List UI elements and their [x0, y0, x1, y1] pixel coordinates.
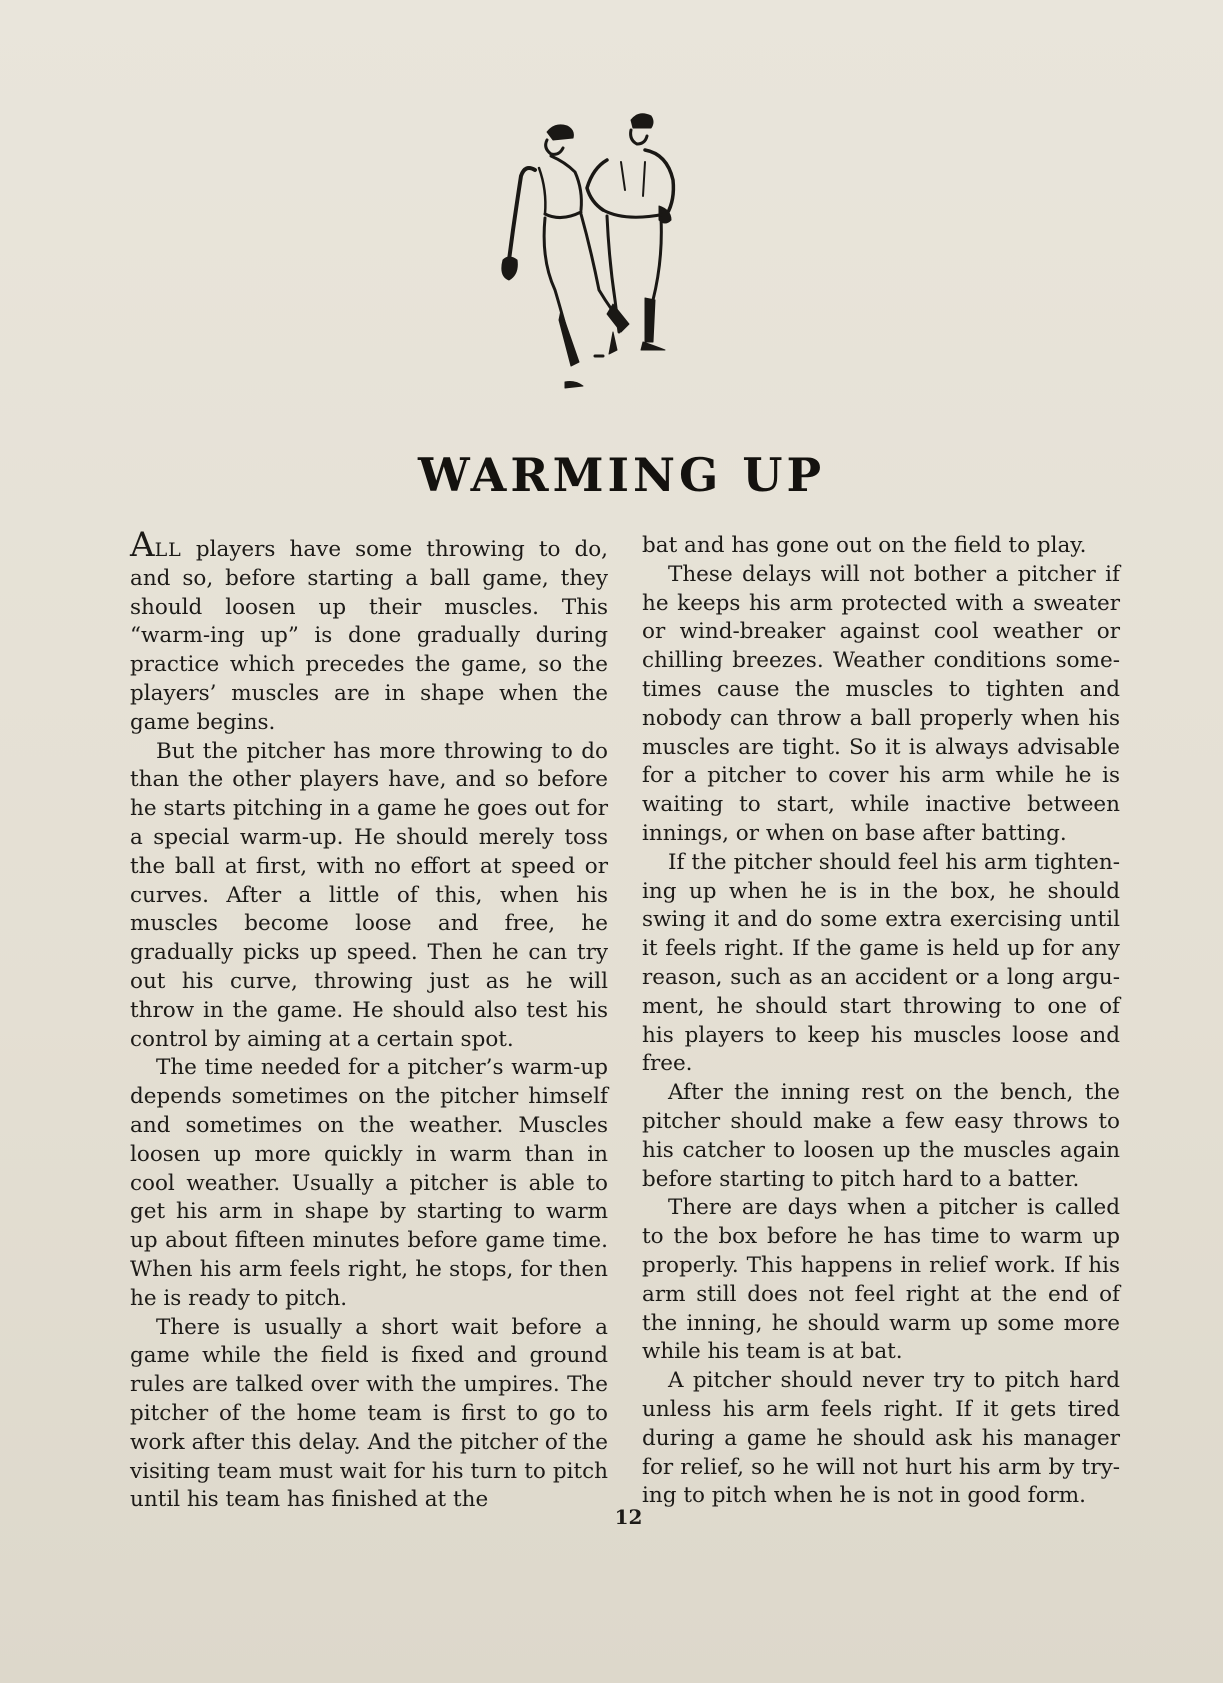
paragraph	[130, 525, 608, 738]
small-caps-lead: LL	[154, 539, 182, 561]
paragraph: After the inning rest on the bench, the pitcher should make a few easy throws to his catcher to loosen up the muscles again before starting to pitch hard to a batter.	[642, 1080, 1120, 1192]
page-title: WARMING UP	[417, 448, 826, 502]
left-column	[130, 525, 608, 1515]
baseball-players-illustration	[495, 110, 735, 410]
paragraph: The time needed for a pitcher’s warm-up depends sometimes on the pitcher himself and sometimes on the weather. Muscles loosen up more quickly in warm than in cool weather. Usually a pitcher is able to get his arm in shape by starting to warm up about fifteen minutes before game time. When his arm feels right, he stops, for then he is ready to pitch.	[130, 1055, 608, 1311]
paragraph-text: players have some throwing to do, and so, before starting a ball game, they should loosen up their muscles. This “warm-ing up” is done gradually during practice which precedes the game, so the players’ muscles are in shape when the game begins.	[130, 537, 608, 735]
paragraph: A pitcher should never try to pitch hard unless his arm feels right. If it gets tired during a game he should ask his manager for relief, so he will not hurt his arm by try-ing to pitch when he is not in good form.	[642, 1368, 1120, 1509]
page-number: 12	[614, 1505, 643, 1529]
paragraph: There is usually a short wait before a game while the field is fixed and ground rules are talked over with the umpires. The pitcher of the home team is first to go to work after this delay. And the pitcher of the visiting team must wait for his turn to pitch until his team has finished at the	[130, 1314, 608, 1513]
paragraph: These delays will not bother a pitcher if he keeps his arm protected with a sweater or wind-breaker against cool weather or chilling breezes. Weather conditions some-times cause the muscles to tighten and nobody can throw a ball properly when his muscles are tight. So it is always advisable for a pitcher to cover his arm while he is waiting to start, while inactive between innings, or when on base after batting.	[642, 561, 1120, 846]
paragraph: But the pitcher has more throwing to do than the other players have, and so before he starts pitching in a game he goes out for a special warm-up. He should merely toss the ball at first, with no effort at speed or curves. After a little of this, when his muscles become loose and free, he gradually picks up speed. Then he can try out his curve, throwing just as he will throw in the game. He should also test his control by aiming at a certain spot.	[130, 738, 608, 1052]
paragraph: If the pitcher should feel his arm tighten-ing up when he is in the box, he should swing it and do some extra exercising until it feels right. If the game is held up for any reason, such as an accident or a long argu-ment, he should start throwing to one of his players to keep his muscles loose and free.	[642, 849, 1120, 1077]
right-column	[642, 532, 1120, 1511]
paragraph: There are days when a pitcher is called to the box before he has time to warm up properly. This happens in relief work. If his arm still does not feel right at the end of the inning, he should warm up some more while his team is at bat.	[642, 1195, 1120, 1365]
drop-cap: A	[130, 525, 155, 565]
paragraph-continuation: bat and has gone out on the field to play.	[642, 533, 1087, 558]
